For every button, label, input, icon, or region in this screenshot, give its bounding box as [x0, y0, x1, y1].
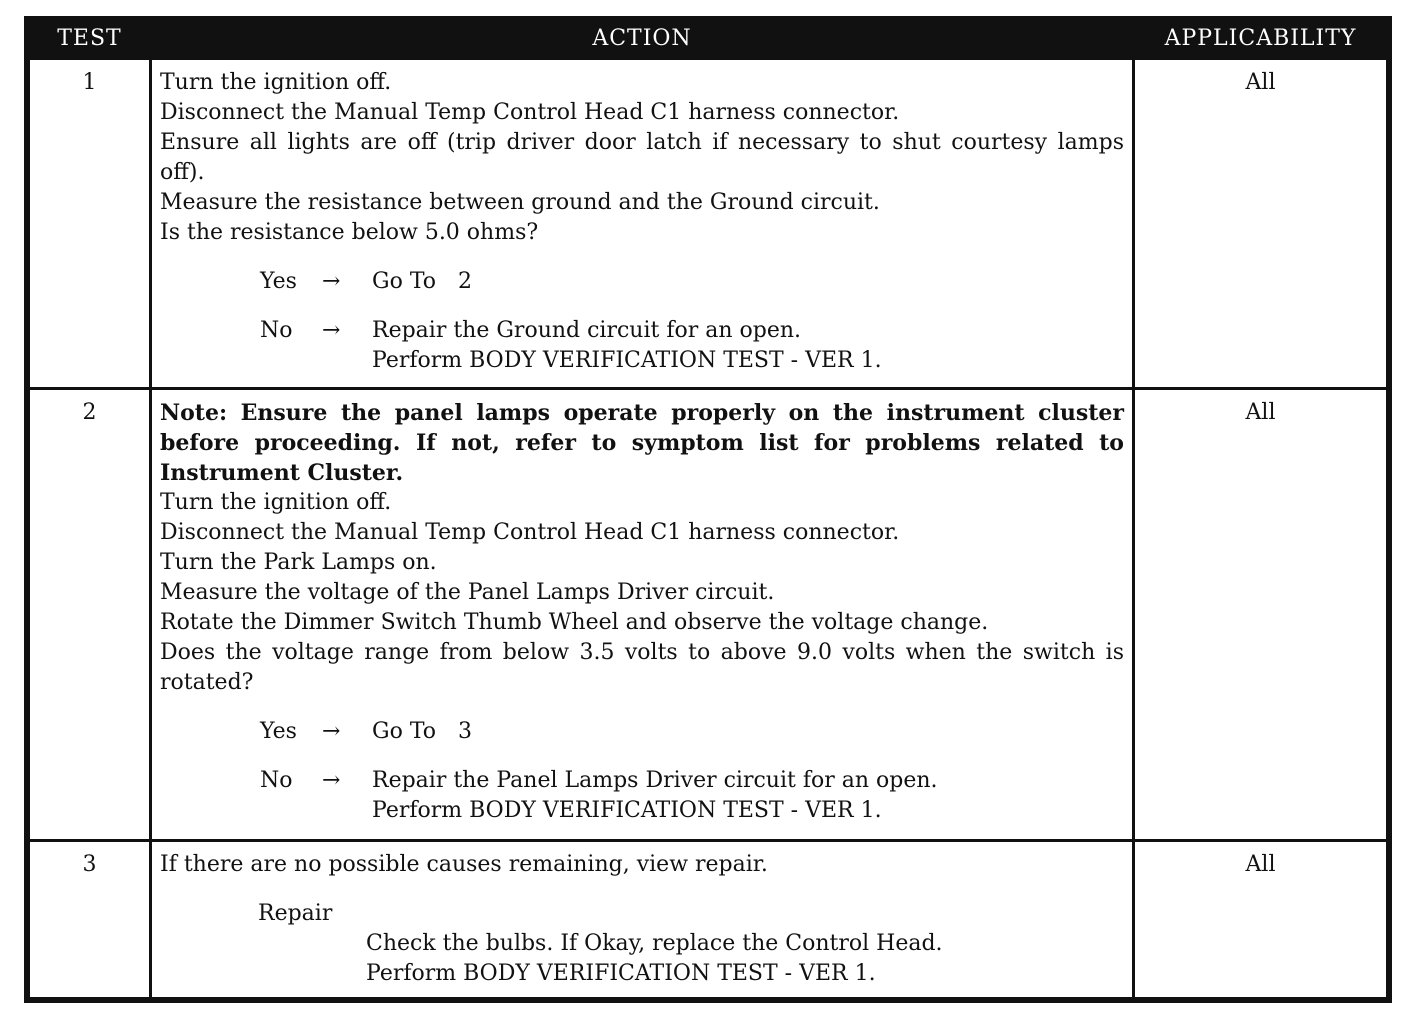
yes-label: Yes: [260, 719, 297, 744]
action-cell: [151, 59, 1134, 389]
diagnostic-table: [27, 19, 1389, 1000]
applicability-cell: All: [1134, 389, 1388, 841]
action-line: Disconnect the Manual Temp Control Head C1 harness connector.: [160, 100, 900, 125]
no-action-line: Perform BODY VERIFICATION TEST - VER 1.: [372, 798, 882, 823]
repair-line: Check the bulbs. If Okay, replace the Control Head.: [366, 931, 943, 956]
action-cell: [151, 389, 1134, 841]
action-line: Turn the ignition off.: [160, 490, 392, 515]
action-line: Measure the resistance between ground and the Ground circuit.: [160, 190, 880, 215]
action-line: Does the voltage range from below 3.5 volts to above 9.0 volts when the switch is rotated?: [160, 640, 1124, 695]
header-row: [29, 19, 1388, 59]
table-row: [29, 59, 1388, 389]
applicability-cell: All: [1134, 59, 1388, 389]
no-action-line: Perform BODY VERIFICATION TEST - VER 1.: [372, 348, 882, 373]
no-branch: [160, 316, 1124, 376]
arrow-icon: →: [322, 719, 341, 744]
action-line: If there are no possible causes remaining, view repair.: [160, 852, 768, 877]
no-action-line: Repair the Ground circuit for an open.: [372, 318, 802, 343]
repair-label: Repair: [258, 901, 333, 926]
goto-target: 3: [458, 719, 473, 744]
action-line: Rotate the Dimmer Switch Thumb Wheel and observe the voltage change.: [160, 610, 989, 635]
header-action: ACTION: [151, 19, 1134, 59]
no-label: No: [260, 318, 293, 343]
header-test: TEST: [29, 19, 151, 59]
repair-block: [160, 899, 1124, 989]
yes-branch: [160, 267, 1124, 297]
action-line: Turn the ignition off.: [160, 70, 392, 95]
goto-label: Go To: [372, 269, 437, 294]
test-number: 2: [29, 389, 151, 841]
action-line: Disconnect the Manual Temp Control Head C1 harness connector.: [160, 520, 900, 545]
arrow-icon: →: [322, 269, 341, 294]
diagnostic-table-frame: [24, 16, 1392, 1003]
goto-target: 2: [458, 269, 473, 294]
action-line: Turn the Park Lamps on.: [160, 550, 437, 575]
test-number: 3: [29, 841, 151, 999]
repair-line: Perform BODY VERIFICATION TEST - VER 1.: [366, 961, 876, 986]
header-applicability: APPLICABILITY: [1134, 19, 1388, 59]
no-action: [372, 766, 1124, 826]
no-action: [372, 316, 1124, 376]
applicability-cell: All: [1134, 841, 1388, 999]
no-label: No: [260, 768, 293, 793]
action-cell: [151, 841, 1134, 999]
note-text: Note: Ensure the panel lamps operate properly on the instrument cluster before proceeding. If not, refer to symptom list for problems related to Instrument Cluster.: [160, 400, 1124, 486]
repair-instructions: [258, 929, 1124, 989]
no-action-line: Repair the Panel Lamps Driver circuit for an open.: [372, 768, 938, 793]
goto-link[interactable]: [372, 267, 1124, 297]
action-line: Ensure all lights are off (trip driver door latch if necessary to shut courtesy lamps off).: [160, 130, 1124, 185]
goto-link[interactable]: [372, 717, 1124, 747]
goto-label: Go To: [372, 719, 437, 744]
test-number: 1: [29, 59, 151, 389]
yes-branch: [160, 717, 1124, 747]
no-branch: [160, 766, 1124, 826]
yes-label: Yes: [260, 269, 297, 294]
action-line: Measure the voltage of the Panel Lamps Driver circuit.: [160, 580, 775, 605]
table-row: [29, 841, 1388, 999]
table-row: [29, 389, 1388, 841]
arrow-icon: →: [322, 768, 341, 793]
action-line: Is the resistance below 5.0 ohms?: [160, 220, 539, 245]
arrow-icon: →: [322, 318, 341, 343]
